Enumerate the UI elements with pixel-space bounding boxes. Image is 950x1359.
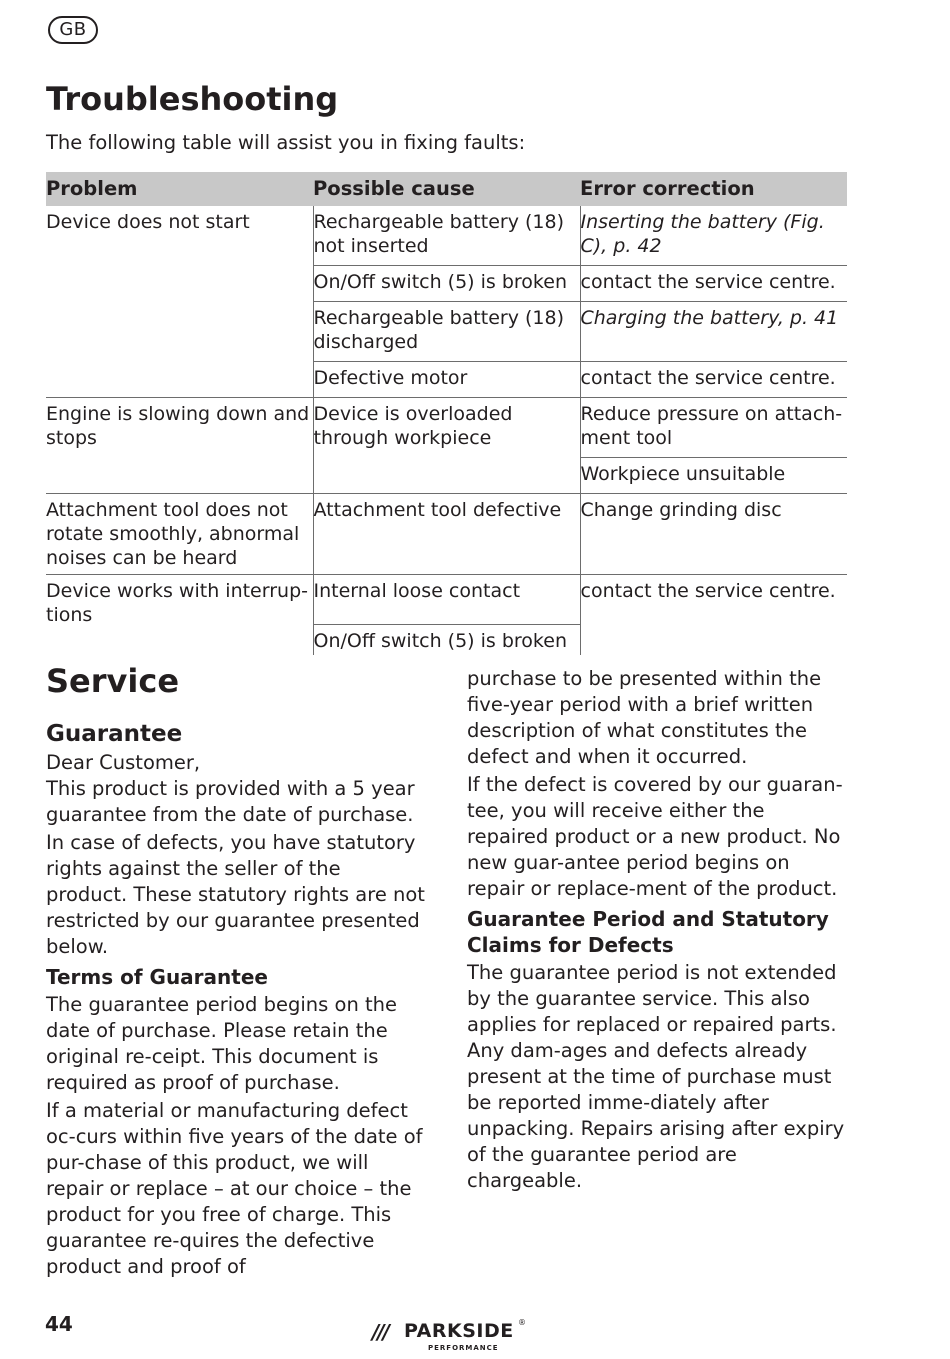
table-row [46,206,847,266]
correction-cell: Charging the battery, p. 41 [580,302,847,362]
cause-cell: Attachment tool defective [313,494,580,575]
parkside-logo [372,1320,532,1354]
problem-cell: Attachment tool does not rotate smoothly, abnormal noises can be heard [46,494,313,575]
guarantee-heading: Guarantee [46,721,183,747]
correction-cell: contact the service centre. [580,362,847,398]
cause-cell: Device is overloaded through workpiece [313,398,580,494]
table-row [46,398,847,458]
cause-cell: On/Off switch (5) is broken [313,266,580,302]
cause-cell: On/Off switch (5) is broken [313,625,580,656]
logo-slashes-icon: /// [372,1320,388,1344]
logo-trademark: ® [518,1318,526,1327]
page-number: 44 [45,1312,73,1336]
cause-cell: Defective motor [313,362,580,398]
period-heading: Guarantee Period and Statutory Claims for Defects [467,907,829,957]
language-badge: GB [48,16,98,44]
problem-cell: Device does not start [46,211,250,233]
correction-cell: Change grinding disc [580,494,847,575]
logo-brand-name: PARKSIDE [404,1320,514,1342]
table-row [46,494,847,575]
coverage-paragraph: If the defect is covered by our guaran-tee, you will receive either the repaired product or a new product. No new guar-antee period begins on repair or replace-ment of the product. [467,773,843,900]
cause-cell: Rechargeable battery (18) discharged [313,302,580,362]
service-heading: Service [46,662,180,700]
terms-paragraph: The guarantee period begins on the date of purchase. Please retain the original re-ceipt. This document is required as proof of purchase. [46,993,398,1094]
problem-cell: Engine is slowing down and stops [46,398,313,494]
correction-cell: Workpiece unsuitable [580,458,847,494]
table-row [46,575,847,625]
correction-cell: contact the service centre. [580,266,847,302]
column-header-correction: Error correction [580,172,847,206]
terms-heading: Terms of Guarantee [46,965,268,989]
defect-paragraph: If a material or manufacturing defect oc-curs within five years of the date of pur-chase of this product, we will repair or replace – at our choice – the product for you free of charge. This guarantee re-quires the defective product and proof of [46,1099,423,1278]
troubleshooting-heading: Troubleshooting [46,80,339,118]
table-header-row [46,172,847,206]
correction-cell: contact the service centre. [580,575,847,656]
cause-cell: Internal loose contact [313,575,580,625]
greeting-text: Dear Customer, [46,751,201,774]
troubleshooting-table [46,172,847,655]
period-paragraph: The guarantee period is not extended by the guarantee service. This also applies for replaced or repaired parts. Any dam-ages and defects already present at the time of purchase must be reported imme-diately after unpacking. Repairs arising after expiry of the guarantee period are chargeable. [467,961,845,1192]
column-header-problem: Problem [46,172,313,206]
guarantee-paragraph: This product is provided with a 5 year guarantee from the date of purchase. [46,777,415,826]
correction-cell: Inserting the battery (Fig. C), p. 42 [580,206,847,266]
problem-cell: Device works with interrup-tions [46,575,313,656]
service-right-column [467,666,847,1196]
statutory-rights-paragraph: In case of defects, you have statutory rights against the seller of the product. These statutory rights are not restricted by our guarantee presented below. [46,831,425,958]
correction-cell: Reduce pressure on attach-ment tool [580,398,847,458]
cause-cell: Rechargeable battery (18) not inserted [313,206,580,266]
column-header-cause: Possible cause [313,172,580,206]
defect-paragraph-continued: purchase to be presented within the five-year period with a brief written description of what constitutes the defect and when it occurred. [467,667,822,768]
troubleshooting-intro: The following table will assist you in fixing faults: [46,131,526,154]
logo-subtitle: PERFORMANCE [428,1344,499,1352]
service-left-column [46,720,426,1282]
